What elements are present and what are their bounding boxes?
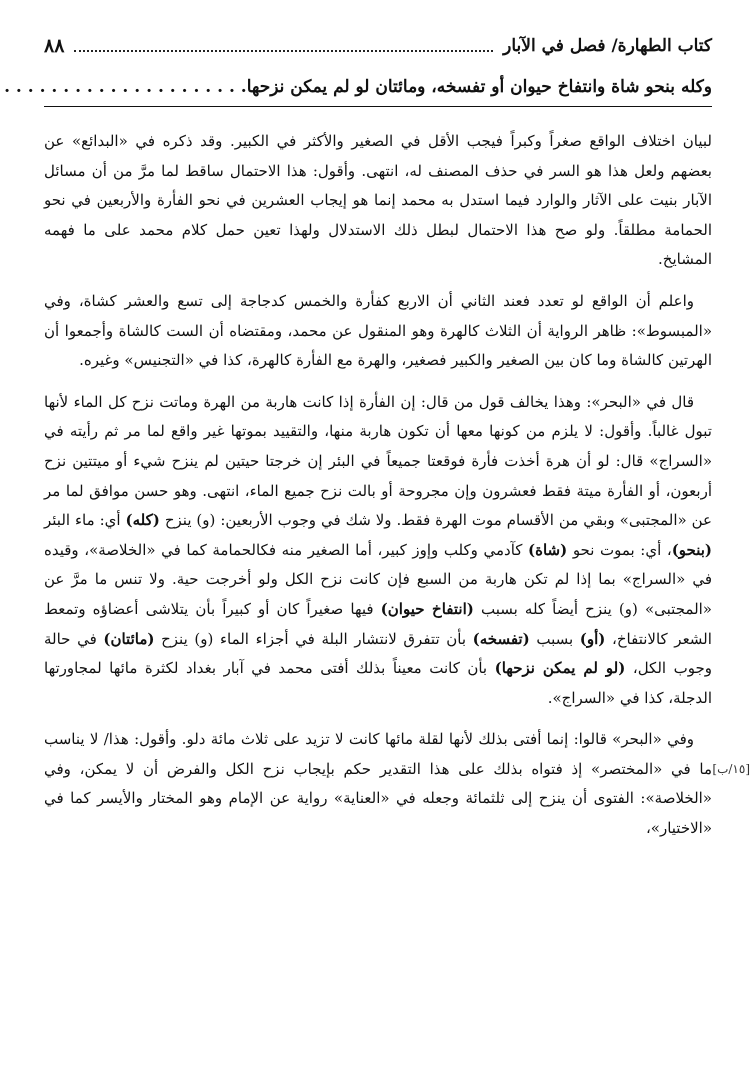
commentary-body [44,127,750,844]
paragraph-4-wrapper [44,725,750,843]
page-number: ٨٨ [44,35,65,57]
separator-rule [44,106,712,107]
paragraph-3-text: فيها صغيراً كان أو كبيراً بأن يتلاشى أعضاؤه وتمعط الشعر كالانتفاخ، [44,599,712,648]
matn-word-tafassukh: (تفسخه) [472,629,530,648]
matn-word-shah: (شاة) [528,540,568,559]
paragraph-3-text: قال في «البحر»: وهذا يخالف قول من قال: إن الفأرة إذا كانت هاربة من الهرة وماتت نزح كل الماء لأنها تبول غالباً. وأقول: لا يلزم من كونها معها أن تكون هاربة منها، والتقييد بموتها غير واقع لما مر ثم رأيته في «السراج» قال: لو أن هرة أخذت فأرة فوقعتا جميعاً في البئر إن خرجتا حيتين لم ينزح شيء أو ميتتين نزح أربعون، أو الفأرة ميتة فقط فعشرون وإن مجروحة أو بالت نزح جميع الماء، انتهى. وهو حسن موافق لما مر عن «المجتبى» وبقي من الأقسام موت الهرة فقط. ولا شك في وجوب الأربعين: (و) ينزح [44,392,712,530]
chapter-title: كتاب الطهارة/ فصل في الآبار [503,36,712,56]
folio-marker: [١٥/ب] [712,762,750,777]
paragraph-3-text: بسبب [536,629,574,648]
matn-word-intifakh: (انتفاخ حيوان) [380,599,474,618]
matn-phrase-nazh: (لو لم يمكن نزحها) [494,659,626,678]
paragraph-4: وفي «البحر» قالوا: إنما أفتى بذلك لأنها لقلة مائها كانت لا تزيد على ثلاث مائة دلو. وأقول: هذا/ لا يناسب ما في «المختصر» إذ فتواه بذلك على هذا التقدير حكم بإيجاب نزح الكل والفرض أن لا يمكن، وفي «الخلاصة»: الفتوى أن ينزح إلى ثلثمائة وجعله في «العناية» رواية عن الإمام وهو المختار والأيسر كما في «الاختيار»، [44,730,712,838]
paragraph-1: لبيان اختلاف الواقع صغراً وكبراً فيجب الأقل في الصغير والأكثر في الكبير. وقد ذكره في «البدائع» عن بعضهم ولعل هذا هو السر في حذف المصنف له، انتهى. وأقول: هذا الاحتمال ساقط لما مرَّ من أن مسائل الآبار بنيت على الآثار والوارد فيما استدل به محمد إنما هو إيجاب العشرين في نحو الفأرة والأربعين في نحو الحمامة مطلقاً. ولو صح هذا الاحتمال لبطل ذلك الاستدلال ولهذا تعين حمل كلام محمد على ما فهمه المشايخ. [44,132,712,269]
paragraph-3 [44,388,712,714]
matn-word-aw: (أو) [579,629,606,648]
paragraph-3-text: بأن تتفرق لانتشار البلة في أجزاء الماء (و) ينزح [161,629,467,648]
paragraph-3-text: كآدمي وكلب وإوز كبير، أما الصغير منه فكالحمامة كما في «الخلاصة»، وقيده في «السراج» بما إذا لم تكن هاربة من السبع فإن كانت نزح الكل ولو أخرجت حية. ولا تنس ما مرَّ عن «المجتبى» (و) ينزح أيضاً كله بسبب [44,540,713,618]
matn-word-kulluh: (كله) [125,511,160,530]
paragraph-2: واعلم أن الواقع لو تعدد فعند الثاني أن الاربع كفأرة والخمس كدجاجة إلى تسع والعشر كشاة، وفي «المبسوط»: ظاهر الرواية أن الثلاث كالهرة وهو المنقول عن محمد، ومقتضاه أن الست كالشاة وأجمعوا أن الهرتين كالشاة وما كان بين الصغير والكبير فصغير، والهرة مع الفأرة كالهرة، كذا في «التجنيس» وغيره. [44,291,712,370]
matn-text: وكله بنحو شاة وانتفاخ حيوان أو تفسخه، ومائتان لو لم يمكن نزحها. . . . . . . . . . . . . . . . . . . . . [4,77,712,97]
page [4,32,750,1072]
header-dotted-leader [74,40,493,52]
paragraph-3-text: بأن كانت معيناً بذلك أفتى محمد في آبار بغداد لكثرة مائها لمجاورتها الدجلة، كذا في «السراج». [44,659,712,707]
matn-word-binahw: (بنحو) [671,540,713,559]
running-head [44,32,712,60]
matn-word-miatan: (مائتان) [103,629,155,648]
paragraph-3-text: ، أي: بموت نحو [572,540,672,559]
paragraph-3-text: في حالة وجوب الكل، [44,629,712,678]
paragraph-3-text: أي: ماء البئر [44,511,121,530]
